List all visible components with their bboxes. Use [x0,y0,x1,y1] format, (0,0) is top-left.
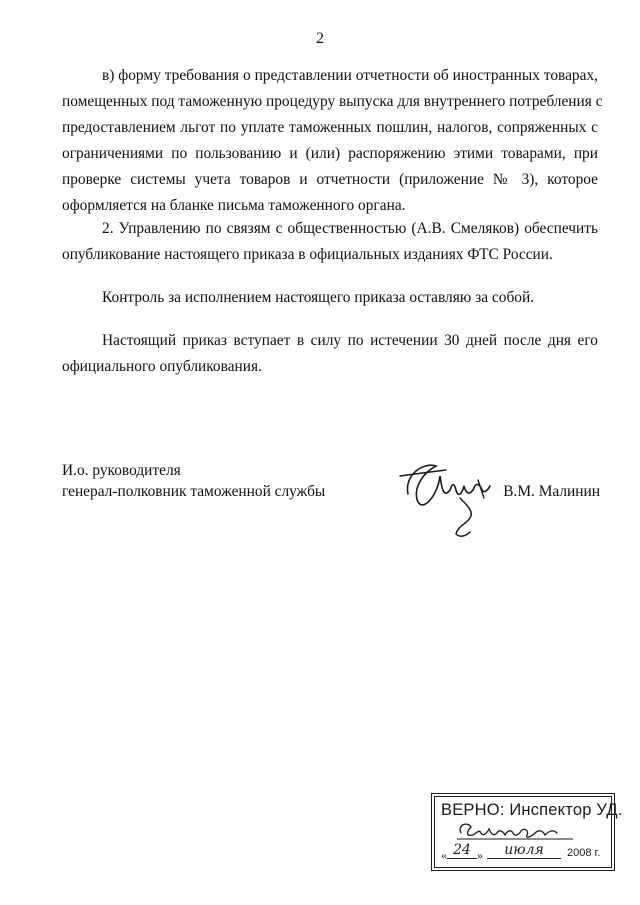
signatory-name: В.М. Малинин [503,483,600,500]
role-line: И.о. руководителя [62,462,181,479]
text-line: ограничениями по пользованию и (или) распоряжению этими товарами, при [62,145,598,162]
text-line: 2. Управлению по связям с общественностью (А.В. Смеляков) обеспечить [102,220,598,237]
text-line: официального опубликования. [62,358,262,375]
date-close-quote: » [477,848,483,862]
paragraph-publication [62,216,598,268]
stamp-handwritten-signature [455,819,575,841]
handwritten-signature [394,454,504,540]
stamp-title: ВЕРНО: Инспектор УД. [441,801,623,819]
paragraph-form-requirement [62,63,603,219]
paragraph-control [62,285,598,311]
stamp-date [435,841,611,865]
text-line: предоставлением льгот по уплате таможенных пошлин, налогов, сопряженных с [62,119,598,136]
text-line: помещенных под таможенную процедуру выпуска для внутреннего потребления с [62,93,603,110]
paragraph-effective-date [62,328,598,380]
text-line: Контроль за исполнением настоящего приказа оставляю за собой. [102,289,535,306]
signatory-role [62,460,325,502]
text-line: оформляется на бланке письма таможенного органа. [62,197,406,214]
date-year: 2008 г. [567,847,601,859]
text-line: Настоящий приказ вступает в силу по истечении 30 дней после дня его [102,332,598,349]
text-line: опубликование настоящего приказа в официальных изданиях ФТС России. [62,246,553,263]
role-line: генерал-полковник таможенной службы [62,483,326,500]
text-line: проверке системы учета товаров и отчетности (приложение № 3), которое [62,171,598,188]
page-number: 2 [316,30,324,47]
date-day: 24 [447,842,477,859]
text-line: в) форму требования о представлении отчетности об иностранных товарах, [102,67,598,84]
date-month: июля [487,842,561,859]
certified-copy-stamp [434,796,623,868]
date-open-quote: « [441,848,447,862]
